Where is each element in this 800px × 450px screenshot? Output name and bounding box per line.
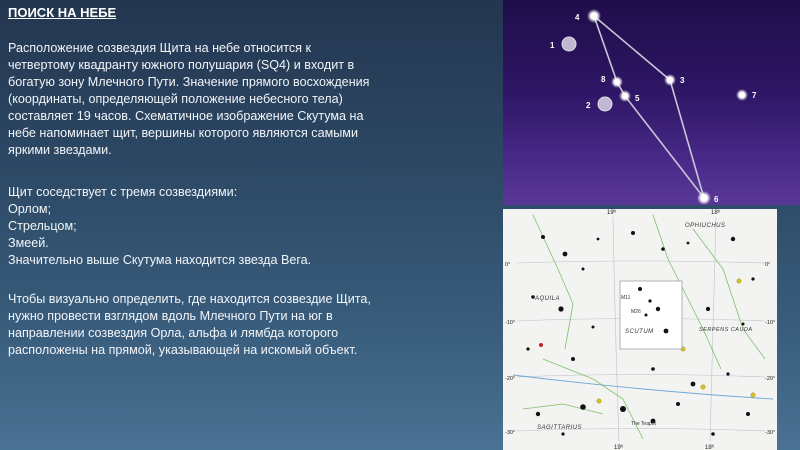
star-1 xyxy=(550,37,576,51)
dec-label-right-10: -10° xyxy=(765,320,776,326)
map-star xyxy=(687,242,690,245)
star-4 xyxy=(575,9,601,23)
map-star xyxy=(661,247,665,251)
ra-label-bottom-18h: 18ʰ xyxy=(705,445,714,450)
ra-label-top-19h: 19ʰ xyxy=(607,210,616,216)
text-line: Орлом; xyxy=(8,202,52,216)
star-2 xyxy=(586,97,612,111)
map-star xyxy=(558,306,563,311)
text-line: Чтобы визуально определить, где находится созвездие Щита, xyxy=(8,292,371,306)
dec-label-left-20: -20° xyxy=(505,376,516,382)
text-line: Расположение созвездия Щита на небе относится к xyxy=(8,41,312,55)
dec-label-right-0: 0° xyxy=(765,262,771,268)
map-star xyxy=(656,307,660,311)
label-m26: M26 xyxy=(631,309,641,315)
dec-label-right-30: -30° xyxy=(765,430,776,436)
map-star xyxy=(638,287,642,291)
map-star xyxy=(597,238,600,241)
star-4-dot xyxy=(587,9,601,23)
text-line: Значительно выше Скутума находится звезда Вега. xyxy=(8,253,312,267)
constellation-line xyxy=(670,80,704,198)
red-object xyxy=(539,343,543,347)
text-line: расположены на прямой, указывающей на искомый объект. xyxy=(8,343,358,357)
scutum-highlight xyxy=(620,281,682,349)
text-line: нужно провести взглядом вдоль Млечного Пути на юг в xyxy=(8,309,333,323)
cluster-mark xyxy=(597,399,601,403)
ra-label-top-18h: 18ʰ xyxy=(711,210,720,216)
map-star xyxy=(731,237,735,241)
star-5-label: 5 xyxy=(635,94,640,103)
map-star xyxy=(706,307,710,311)
dec-label-left-30: -30° xyxy=(505,430,516,436)
text-line: Змеей. xyxy=(8,236,49,250)
text-line: богатую зону Млечного Пути. Значение прямого восхождения xyxy=(8,75,370,89)
map-star xyxy=(751,277,754,280)
map-star xyxy=(571,357,575,361)
star-3-dot xyxy=(664,74,676,86)
star-8 xyxy=(601,75,623,88)
constellation-line xyxy=(625,96,704,198)
label-teapot: The Teapot xyxy=(631,421,656,427)
map-star xyxy=(742,323,745,326)
star-6-dot xyxy=(697,191,711,205)
text-line: четвертому квадранту южного полушария (SQ4) и входит в xyxy=(8,58,355,72)
label-ophiuchus: OPHIUCHUS xyxy=(685,223,726,229)
star-1-label: 1 xyxy=(550,41,555,50)
label-m11: M11 xyxy=(621,295,631,301)
cluster-mark xyxy=(737,279,741,283)
map-star xyxy=(563,252,568,257)
dec-label-right-20: -20° xyxy=(765,376,776,382)
constellation-svg xyxy=(503,0,800,205)
star-map-svg xyxy=(503,209,777,450)
dec-label-left-0: 0° xyxy=(505,262,511,268)
dec-label-left-10: -10° xyxy=(505,320,516,326)
star-7-dot xyxy=(736,89,748,101)
map-star xyxy=(651,367,655,371)
paragraph-neighbors xyxy=(8,184,498,269)
label-aquila: AQUILA xyxy=(535,296,561,302)
star-5-dot xyxy=(619,90,631,102)
label-scutum: SCUTUM xyxy=(625,329,654,335)
map-star xyxy=(726,372,729,375)
cluster-mark xyxy=(701,385,705,389)
map-star xyxy=(582,268,585,271)
map-star xyxy=(526,347,529,350)
map-star xyxy=(711,432,715,436)
star-7-label: 7 xyxy=(752,91,757,100)
label-serpens-cauda: SERPENS CAUDA xyxy=(699,327,753,333)
star-8-label: 8 xyxy=(601,75,606,84)
star-4-label: 4 xyxy=(575,13,580,22)
text-line: небе напоминает щит, вершины которого являются самыми xyxy=(8,126,358,140)
map-star xyxy=(592,326,595,329)
label-sagittarius: SAGITTARIUS xyxy=(537,425,583,431)
map-star xyxy=(541,235,545,239)
text-line: составляет 19 часов. Схематичное изображение Скутума на xyxy=(8,109,364,123)
text-line: яркими звездами. xyxy=(8,143,112,157)
map-star xyxy=(561,432,564,435)
star-2-dot xyxy=(598,97,612,111)
star-6 xyxy=(697,191,719,205)
cluster-mark xyxy=(751,393,755,397)
star-6-label: 6 xyxy=(714,195,719,204)
slide-title: ПОИСК НА НЕБЕ xyxy=(8,5,117,20)
paragraph-location xyxy=(8,40,498,159)
text-line: направлении созвездия Орла, альфа и лямбда которого xyxy=(8,326,339,340)
constellation-diagram xyxy=(503,0,800,205)
map-star xyxy=(691,382,696,387)
star-map xyxy=(503,209,777,450)
ra-label-bottom-19h: 19ʰ xyxy=(614,445,623,450)
paragraph-finding xyxy=(8,291,498,359)
star-3 xyxy=(664,74,685,86)
map-star xyxy=(664,329,669,334)
map-star xyxy=(676,402,680,406)
text-line: (координаты, определяющей положение небесного тела) xyxy=(8,92,343,106)
star-2-label: 2 xyxy=(586,101,591,110)
map-star xyxy=(746,412,750,416)
star-3-label: 3 xyxy=(680,76,685,85)
star-8-dot xyxy=(611,76,623,88)
star-7 xyxy=(736,89,757,101)
map-star xyxy=(580,404,586,410)
map-star xyxy=(631,231,635,235)
map-star xyxy=(648,299,651,302)
map-star xyxy=(620,406,626,412)
text-line: Щит соседствует с тремя созвездиями: xyxy=(8,185,238,199)
map-star xyxy=(536,412,540,416)
star-1-dot xyxy=(562,37,576,51)
text-line: Стрельцом; xyxy=(8,219,77,233)
map-star xyxy=(645,314,648,317)
